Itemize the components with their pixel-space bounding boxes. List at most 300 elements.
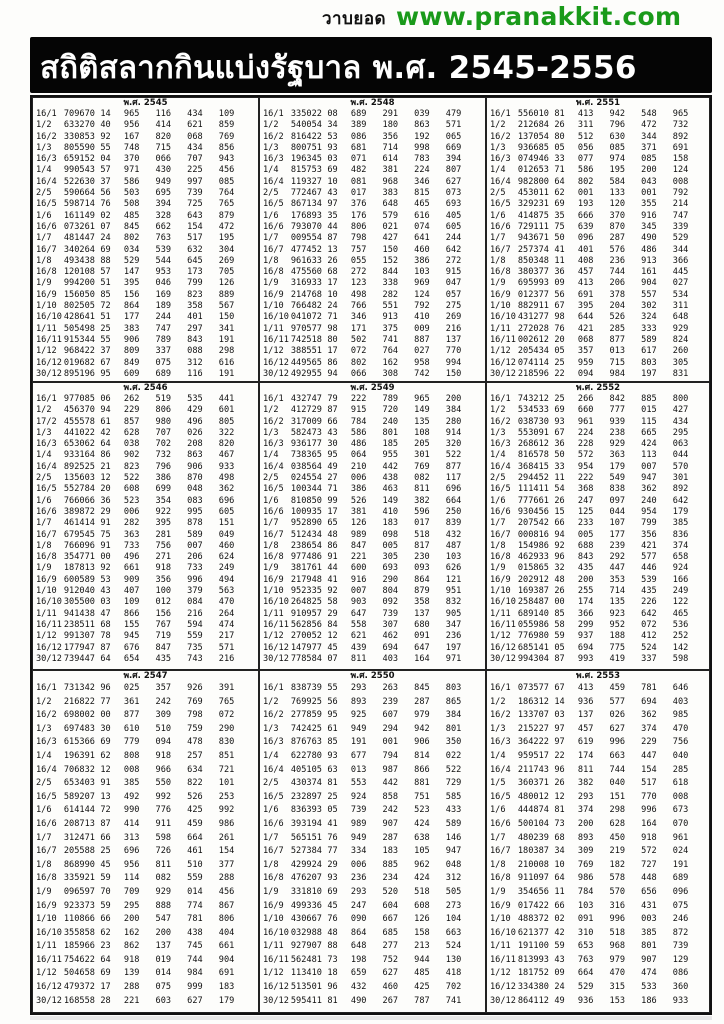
table-row (35, 450, 249, 461)
draw-date-cell: 1/4 (490, 750, 506, 761)
prize-number-cell: 04 (100, 154, 111, 165)
table-row (35, 995, 249, 1009)
first-prize-cell: 633270 (63, 120, 95, 131)
first-prize-cell: 729111 (517, 221, 549, 232)
draw-date-cell: 16/1 (263, 683, 284, 693)
prize-number-cell: 353 (609, 574, 626, 585)
prize-number-cell: 214 (672, 199, 689, 210)
prize-number-cell: 741 (445, 995, 462, 1006)
prize-number-cell: 864 (414, 574, 430, 585)
prize-number-cell: 862 (123, 941, 140, 952)
prize-number-cell: 727 (641, 859, 657, 870)
prize-number-cell: 413 (577, 683, 594, 693)
prize-number-cell: 386 (414, 255, 430, 266)
first-prize-cell: 217948 (290, 574, 322, 585)
prize-number-cell: 150 (445, 368, 462, 379)
prize-number-cell: 43 (554, 954, 565, 965)
table-row (489, 954, 703, 968)
prize-number-cell: 55 (100, 334, 111, 345)
prize-number-cell: 68 (327, 267, 338, 278)
prize-number-cell: 992 (218, 805, 235, 816)
first-prize-cell: 621377 (517, 927, 549, 938)
prize-number-cell: 870 (609, 221, 626, 232)
prize-number-cell: 81 (327, 778, 338, 789)
draw-date-cell: 1/8 (263, 255, 279, 266)
draw-date-cell: 16/1 (263, 109, 284, 119)
first-prize-cell: 476207 (290, 873, 322, 884)
prize-number-cell: 156 (155, 608, 172, 619)
prize-number-cell: 255 (577, 586, 594, 597)
year-panel (259, 97, 486, 382)
first-prize-cell: 697483 (63, 723, 95, 734)
first-prize-cell: 038564 (290, 461, 322, 472)
prize-number-cell: 156 (123, 289, 140, 300)
prize-number-cell: 22 (554, 750, 565, 761)
draw-date-cell: 1/7 (263, 832, 279, 843)
prize-number-cell: 97 (554, 737, 565, 748)
draw-date-cell: 1/2 (36, 696, 52, 707)
prize-number-cell: 918 (123, 954, 140, 965)
prize-number-cell: 470 (672, 723, 689, 734)
prize-number-cell: 961 (672, 832, 689, 843)
prize-number-cell: 312 (445, 873, 462, 884)
first-prize-cell: 414875 (517, 210, 549, 221)
table-row (262, 832, 476, 846)
table-row (35, 530, 249, 541)
prize-number-cell: 262 (123, 394, 140, 404)
first-prize-cell: 461414 (63, 518, 95, 529)
table-row (489, 723, 703, 737)
prize-number-cell: 851 (218, 750, 235, 761)
table-row (35, 954, 249, 968)
prize-number-cell: 902 (123, 450, 140, 461)
prize-number-cell: 162 (123, 927, 140, 938)
prize-number-cell: 198 (350, 954, 367, 965)
prize-number-cell: 24 (327, 301, 338, 312)
draw-date-cell: 16/5 (36, 199, 57, 210)
prize-number-cell: 806 (218, 914, 235, 925)
prize-number-cell: 30 (100, 723, 111, 734)
prize-number-cell: 065 (445, 131, 462, 142)
prize-number-cell: 313 (123, 832, 140, 843)
first-prize-cell: 910957 (290, 608, 322, 619)
table-row (262, 109, 476, 120)
table-row (35, 696, 249, 710)
table-row (489, 358, 703, 369)
prize-number-cell: 055 (350, 255, 367, 266)
prize-number-cell: 205 (414, 439, 430, 450)
first-prize-cell: 479372 (63, 982, 95, 993)
draw-date-cell: 1/12 (263, 968, 284, 979)
first-prize-cell: 405105 (290, 764, 322, 775)
prize-number-cell: 129 (672, 954, 689, 965)
prize-number-cell: 404 (218, 927, 235, 938)
prize-number-cell: 96 (554, 764, 565, 775)
first-prize-cell: 706832 (63, 764, 95, 775)
draw-date-cell: 1/11 (36, 608, 57, 619)
first-prize-cell: 540054 (290, 120, 322, 131)
prize-number-cell: 726 (155, 846, 172, 857)
prize-number-cell: 345 (641, 221, 657, 232)
prize-number-cell: 784 (577, 886, 594, 897)
prize-number-cell: 971 (123, 165, 140, 176)
first-prize-cell: 214768 (290, 289, 322, 300)
draw-date-cell: 16/2 (263, 710, 284, 721)
prize-number-cell: 809 (123, 346, 140, 357)
prize-number-cell: 775 (609, 642, 626, 653)
draw-date-cell: 1/4 (36, 450, 52, 461)
prize-number-cell: 40 (100, 120, 111, 131)
prize-number-cell: 179 (609, 461, 626, 472)
prize-number-cell: 69 (100, 737, 111, 748)
year-panel (259, 382, 486, 670)
draw-date-cell: 16/2 (263, 131, 284, 142)
first-prize-cell: 952335 (290, 586, 322, 597)
prize-number-cell: 077 (577, 154, 594, 165)
first-prize-cell: 009554 (290, 233, 322, 244)
prize-number-cell: 22 (554, 368, 565, 379)
prize-number-cell: 811 (350, 653, 367, 664)
draw-date-cell: 16/11 (490, 619, 516, 630)
draw-date-cell: 16/11 (490, 334, 516, 345)
table-row (262, 609, 476, 620)
prize-number-cell: 986 (218, 818, 235, 829)
prize-number-cell: 642 (445, 244, 462, 255)
prize-number-cell: 424 (641, 439, 657, 450)
prize-number-cell: 419 (609, 653, 626, 664)
draw-date-cell: 16/11 (263, 619, 289, 630)
prize-number-cell: 341 (218, 323, 235, 334)
prize-number-cell: 763 (577, 954, 594, 965)
prize-number-cell: 474 (641, 968, 657, 979)
prize-number-cell: 763 (155, 233, 172, 244)
prize-number-cell: 621 (350, 631, 367, 642)
prize-number-cell: 324 (641, 312, 657, 323)
prize-number-cell: 403 (382, 653, 399, 664)
first-prize-cell: 074114 (517, 357, 549, 368)
first-prize-cell: 455578 (63, 416, 95, 427)
prize-number-cell: 288 (218, 873, 235, 884)
prize-number-cell: 589 (187, 529, 203, 540)
prize-number-cell: 694 (577, 642, 594, 653)
prize-number-cell: 604 (382, 900, 399, 911)
prize-number-cell: 167 (123, 131, 140, 142)
prize-number-cell: 267 (382, 995, 399, 1006)
first-prize-cell: 073577 (517, 683, 549, 693)
draw-date-cell: 16/9 (36, 289, 57, 300)
prize-number-cell: 579 (382, 210, 399, 221)
first-prize-cell: 923373 (63, 900, 95, 911)
prize-number-cell: 71 (327, 312, 338, 323)
prize-number-cell: 460 (382, 982, 399, 993)
table-row (262, 530, 476, 541)
prize-number-cell: 26 (554, 778, 565, 789)
first-prize-cell: 895196 (63, 368, 95, 379)
draw-date-cell: 1/12 (36, 631, 57, 642)
prize-number-cell: 445 (672, 267, 689, 278)
first-prize-cell: 294452 (517, 473, 549, 484)
table-row (262, 301, 476, 312)
first-prize-cell: 264825 (290, 597, 322, 608)
first-prize-cell: 212684 (517, 120, 549, 131)
draw-results-table (262, 109, 476, 380)
prize-number-cell: 435 (641, 586, 657, 597)
prize-number-cell: 10 (327, 176, 338, 187)
table-row (489, 631, 703, 642)
prize-number-cell: 456 (218, 886, 235, 897)
draw-date-cell: 1/2 (490, 120, 506, 131)
table-row (489, 484, 703, 495)
prize-number-cell: 95 (327, 710, 338, 721)
prize-number-cell: 233 (577, 518, 594, 529)
prize-number-cell: 798 (187, 710, 203, 721)
draw-date-cell: 1/7 (263, 233, 279, 244)
prize-number-cell: 03 (554, 710, 565, 721)
prize-number-cell: 688 (577, 540, 594, 551)
prize-number-cell: 35 (327, 210, 338, 221)
prize-number-cell: 628 (123, 427, 140, 438)
prize-number-cell: 271 (155, 552, 172, 563)
prize-number-cell: 164 (414, 653, 430, 664)
prize-number-cell: 450 (609, 832, 626, 843)
prize-number-cell: 216 (187, 608, 203, 619)
prize-number-cell: 149 (382, 495, 399, 506)
draw-date-cell: 16/5 (263, 484, 284, 495)
first-prize-cell: 793070 (290, 221, 322, 232)
prize-number-cell: 42 (554, 927, 565, 938)
first-prize-cell: 185966 (63, 941, 95, 952)
prize-number-cell: 355 (641, 199, 657, 210)
table-row (489, 995, 703, 1009)
prize-number-cell: 260 (672, 346, 689, 357)
prize-number-cell: 147 (123, 267, 140, 278)
prize-number-cell: 92 (327, 586, 338, 597)
prize-number-cell: 301 (672, 473, 689, 484)
draw-date-cell: 16/9 (263, 574, 284, 585)
first-prize-cell: 933164 (63, 450, 95, 461)
prize-number-cell: 647 (350, 608, 367, 619)
prize-number-cell: 086 (672, 968, 689, 979)
prize-number-cell: 158 (672, 154, 689, 165)
prize-number-cell: 221 (123, 995, 140, 1006)
prize-number-cell: 072 (218, 710, 235, 721)
table-row (489, 804, 703, 818)
prize-number-cell: 339 (672, 221, 689, 232)
prize-number-cell: 12 (100, 764, 111, 775)
prize-number-cell: 182 (609, 859, 626, 870)
prize-number-cell: 379 (187, 586, 203, 597)
prize-number-cell: 216 (445, 323, 462, 334)
prize-number-cell: 36 (554, 267, 565, 278)
draw-results-table (262, 682, 476, 1008)
first-prize-cell: 513501 (290, 982, 322, 993)
prize-number-cell: 752 (382, 954, 399, 965)
prize-number-cell: 24 (554, 982, 565, 993)
first-prize-cell: 277859 (290, 710, 322, 721)
prize-number-cell: 691 (672, 142, 689, 153)
prize-number-cell: 154 (641, 764, 657, 775)
draw-date-cell: 1/3 (263, 142, 279, 153)
prize-number-cell: 121 (445, 574, 462, 585)
first-prize-cell: 441022 (63, 427, 95, 438)
prize-number-cell: 472 (641, 120, 657, 131)
prize-number-cell: 539 (641, 574, 657, 585)
prize-number-cell: 117 (445, 473, 462, 484)
prize-number-cell: 272 (350, 267, 367, 278)
table-row (35, 245, 249, 256)
first-prize-cell: 882911 (517, 301, 549, 312)
first-prize-cell: 444874 (517, 805, 549, 816)
prize-number-cell: 992 (155, 791, 172, 802)
prize-number-cell: 693 (445, 199, 462, 210)
prize-number-cell: 137 (414, 608, 430, 619)
prize-number-cell: 108 (414, 427, 430, 438)
prize-number-cell: 149 (414, 405, 430, 416)
prize-number-cell: 598 (155, 832, 172, 843)
first-prize-cell: 838739 (290, 683, 322, 693)
prize-number-cell: 374 (641, 723, 657, 734)
first-prize-cell: 002612 (517, 334, 549, 345)
prize-number-cell: 64 (100, 954, 111, 965)
prize-number-cell: 25 (554, 357, 565, 368)
prize-number-cell: 236 (445, 631, 462, 642)
first-prize-cell: 622780 (290, 750, 322, 761)
prize-number-cell: 626 (445, 563, 462, 574)
prize-number-cell: 67 (554, 427, 565, 438)
prize-number-cell: 064 (350, 450, 367, 461)
first-prize-cell: 135603 (63, 473, 95, 484)
draw-date-cell: 2/5 (263, 778, 279, 789)
prize-number-cell: 51 (100, 278, 111, 289)
first-prize-cell: 113410 (290, 968, 322, 979)
first-prize-cell: 329231 (517, 199, 549, 210)
prize-number-cell: 281 (155, 529, 172, 540)
prize-number-cell: 153 (609, 995, 626, 1006)
first-prize-cell: 778584 (290, 653, 322, 664)
draw-date-cell: 16/5 (36, 484, 57, 495)
prize-number-cell: 381 (350, 506, 367, 517)
prize-number-cell: 424 (414, 818, 430, 829)
table-row (489, 845, 703, 859)
prize-number-cell: 082 (155, 873, 172, 884)
prize-number-cell: 88 (100, 255, 111, 266)
prize-number-cell: 614 (382, 154, 399, 165)
prize-number-cell: 41 (554, 244, 565, 255)
prize-number-cell: 219 (609, 846, 626, 857)
first-prize-cell: 936177 (290, 439, 322, 450)
table-row (35, 154, 249, 165)
draw-date-cell: 1/3 (36, 142, 52, 153)
prize-number-cell: 210 (350, 461, 367, 472)
prize-number-cell: 618 (672, 778, 689, 789)
year-heading: พ.ศ. 2548 (350, 98, 395, 108)
first-prize-cell: 431277 (517, 312, 549, 323)
prize-number-cell: 630 (609, 131, 626, 142)
prize-number-cell: 133 (609, 188, 626, 199)
first-prize-cell: 430374 (290, 778, 322, 789)
table-row (262, 631, 476, 642)
prize-number-cell: 492 (123, 791, 140, 802)
prize-number-cell: 441 (218, 394, 235, 404)
prize-number-cell: 949 (155, 176, 172, 187)
first-prize-cell: 709670 (63, 109, 95, 119)
prize-number-cell: 62 (100, 927, 111, 938)
table-row (262, 222, 476, 233)
draw-date-cell: 2/5 (263, 473, 279, 484)
prize-number-cell: 56 (554, 289, 565, 300)
table-row (35, 369, 249, 380)
prize-number-cell: 094 (577, 368, 594, 379)
prize-number-cell: 59 (100, 873, 111, 884)
first-prize-cell: 500104 (517, 818, 549, 829)
prize-number-cell: 741 (382, 334, 399, 345)
prize-number-cell: 17 (327, 346, 338, 357)
prize-number-cell: 720 (382, 405, 399, 416)
prize-number-cell: 947 (445, 846, 462, 857)
prize-number-cell: 467 (218, 450, 235, 461)
site-url[interactable]: www.pranakkit.com (396, 2, 682, 31)
draw-date-cell: 30/12 (490, 653, 516, 664)
draw-date-cell: 16/7 (490, 244, 511, 255)
first-prize-cell: 810850 (290, 495, 322, 506)
draw-date-cell: 1/2 (490, 405, 506, 416)
prize-number-cell: 264 (218, 608, 235, 619)
prize-number-cell: 12 (327, 631, 338, 642)
prize-number-cell: 001 (641, 188, 657, 199)
bottom-edge (30, 1016, 712, 1020)
first-prize-cell: 731342 (63, 683, 95, 693)
prize-number-cell: 518 (609, 927, 626, 938)
draw-date-cell: 16/8 (263, 552, 284, 563)
prize-number-cell: 770 (641, 791, 657, 802)
draw-date-cell: 1/4 (490, 450, 506, 461)
prize-number-cell: 916 (641, 210, 657, 221)
prize-number-cell: 224 (414, 165, 430, 176)
year-panel (32, 382, 259, 670)
prize-number-cell: 384 (445, 405, 462, 416)
prize-number-cell: 64 (100, 439, 111, 450)
draw-date-cell: 16/4 (490, 461, 511, 472)
prize-number-cell: 383 (382, 188, 399, 199)
prize-number-cell: 729 (445, 778, 462, 789)
prize-number-cell: 915 (445, 267, 462, 278)
prize-number-cell: 371 (641, 142, 657, 153)
prize-number-cell: 294 (382, 723, 399, 734)
prize-number-cell: 425 (414, 982, 430, 993)
first-prize-cell: 168558 (63, 995, 95, 1006)
prize-number-cell: 115 (641, 416, 657, 427)
first-prize-cell: 565151 (290, 832, 322, 843)
table-row (262, 143, 476, 154)
prize-number-cell: 250 (445, 506, 462, 517)
prize-number-cell: 322 (218, 427, 235, 438)
table-row (35, 462, 249, 473)
prize-number-cell: 17 (327, 506, 338, 517)
prize-number-cell: 320 (445, 439, 462, 450)
draw-date-cell: 16/10 (263, 597, 289, 608)
prize-number-cell: 63 (327, 764, 338, 775)
table-row (262, 682, 476, 696)
first-prize-cell: 073261 (63, 221, 95, 232)
draw-date-cell: 1/4 (263, 750, 279, 761)
prize-number-cell: 85 (327, 737, 338, 748)
draw-date-cell: 1/11 (263, 941, 284, 952)
prize-number-cell: 040 (672, 750, 689, 761)
first-prize-cell: 695993 (517, 278, 549, 289)
prize-number-cell: 806 (155, 405, 172, 416)
first-prize-cell: 742518 (290, 334, 322, 345)
draw-date-cell: 1/10 (263, 586, 284, 597)
